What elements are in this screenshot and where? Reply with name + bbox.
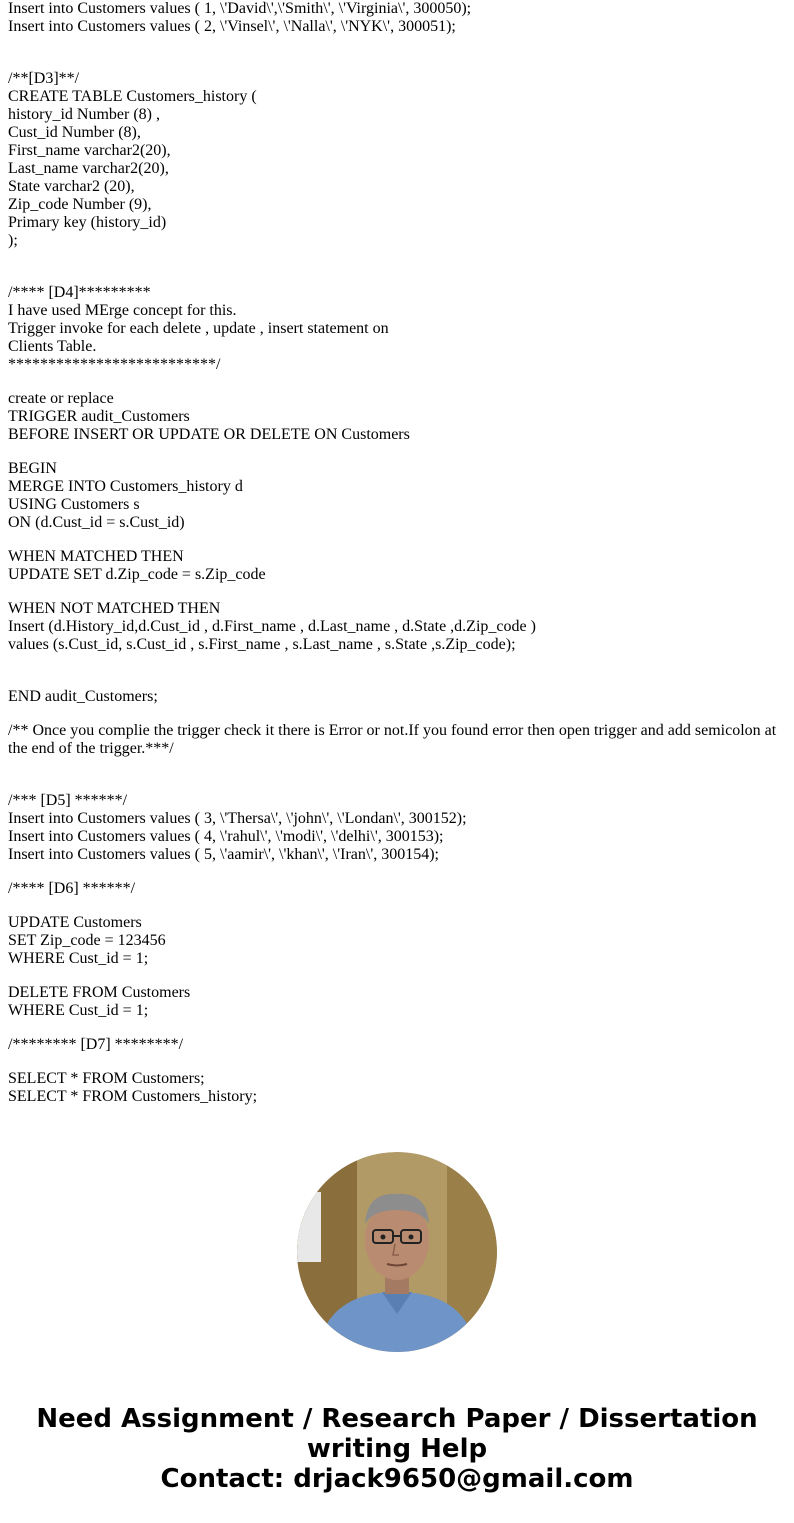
code-comment: /** Once you complie the trigger check it there is Error or not.If you found error then open trigger and add semicolon at the end of the trigger.***/ xyxy=(8,722,781,757)
d6-header xyxy=(8,880,786,898)
code-line: /*** [D5] ******/ xyxy=(8,792,128,809)
end-block xyxy=(8,688,786,706)
d3-block xyxy=(8,70,786,250)
code-line: /******** [D7] ********/ xyxy=(8,1036,184,1053)
code-line: /**[D3]**/ xyxy=(8,70,80,87)
code-line: Trigger invoke for each delete , update , insert statement on xyxy=(8,320,389,337)
compile-note xyxy=(8,722,786,758)
code-line: BEGIN xyxy=(8,460,57,477)
code-line: Insert into Customers values ( 1, \'David\',\'Smith\', \'Virginia\', 300050); xyxy=(8,0,472,17)
code-line: Cust_id Number (8), xyxy=(8,124,141,141)
d5-block xyxy=(8,792,786,864)
code-line: Primary key (history_id) xyxy=(8,214,167,231)
code-line: Insert into Customers values ( 4, \'rahul\', \'modi\', \'delhi\', 300153); xyxy=(8,828,444,845)
code-line: ); xyxy=(8,232,18,249)
code-line: **************************/ xyxy=(8,356,221,373)
code-line: Insert into Customers values ( 5, \'aamir\', \'khan\', \'Iran\', 300154); xyxy=(8,846,439,863)
code-line: BEFORE INSERT OR UPDATE OR DELETE ON Customers xyxy=(8,426,410,443)
code-line: UPDATE Customers xyxy=(8,914,142,931)
delete-block xyxy=(8,984,786,1020)
code-line: Insert into Customers values ( 2, \'Vinsel\', \'Nalla\', \'NYK\', 300051); xyxy=(8,18,456,35)
code-line: DELETE FROM Customers xyxy=(8,984,191,1001)
code-line: SET Zip_code = 123456 xyxy=(8,932,166,949)
code-line: history_id Number (8) , xyxy=(8,106,160,123)
code-line: WHERE Cust_id = 1; xyxy=(8,1002,149,1019)
code-line: WHEN MATCHED THEN xyxy=(8,548,184,565)
code-line: USING Customers s xyxy=(8,496,140,513)
footer-line-1: Need Assignment / Research Paper / Dissertation xyxy=(36,1404,758,1434)
trigger-header xyxy=(8,390,786,444)
not-matched-block xyxy=(8,600,786,654)
merge-block xyxy=(8,460,786,532)
code-line: I have used MErge concept for this. xyxy=(8,302,237,319)
code-line: WHEN NOT MATCHED THEN xyxy=(8,600,221,617)
update-block xyxy=(8,914,786,968)
code-line: CREATE TABLE Customers_history ( xyxy=(8,88,257,105)
code-line: UPDATE SET d.Zip_code = s.Zip_code xyxy=(8,566,266,583)
code-line: /**** [D4]********* xyxy=(8,284,151,301)
d4-comment xyxy=(8,284,786,374)
code-line: END audit_Customers; xyxy=(8,688,158,705)
code-line: Last_name varchar2(20), xyxy=(8,160,169,177)
code-line: SELECT * FROM Customers; xyxy=(8,1070,205,1087)
code-line: MERGE INTO Customers_history d xyxy=(8,478,243,495)
code-line: Insert (d.History_id,d.Cust_id , d.First_name , d.Last_name , d.State ,d.Zip_code ) xyxy=(8,618,536,635)
code-line: SELECT * FROM Customers_history; xyxy=(8,1088,258,1105)
code-line: Insert into Customers values ( 3, \'Thersa\', \'john\', \'Londan\', 300152); xyxy=(8,810,467,827)
code-line: Zip_code Number (9), xyxy=(8,196,152,213)
code-line: /**** [D6] ******/ xyxy=(8,880,136,897)
code-line: Clients Table. xyxy=(8,338,97,355)
footer-line-2: writing Help xyxy=(306,1434,488,1464)
insert-block-1 xyxy=(8,0,786,36)
code-line: WHERE Cust_id = 1; xyxy=(8,950,149,967)
person-photo-icon xyxy=(297,1152,497,1352)
code-line: TRIGGER audit_Customers xyxy=(8,408,190,425)
code-line: State varchar2 (20), xyxy=(8,178,135,195)
code-line: create or replace xyxy=(8,390,114,407)
author-avatar xyxy=(297,1152,497,1352)
code-line: values (s.Cust_id, s.Cust_id , s.First_name , s.Last_name , s.State ,s.Zip_code); xyxy=(8,636,516,653)
matched-block xyxy=(8,548,786,584)
code-line: First_name varchar2(20), xyxy=(8,142,171,159)
contact-footer xyxy=(0,1404,794,1494)
footer-contact: Contact: drjack9650@gmail.com xyxy=(160,1464,634,1494)
code-line: ON (d.Cust_id = s.Cust_id) xyxy=(8,514,185,531)
d7-header xyxy=(8,1036,786,1054)
select-block xyxy=(8,1070,786,1106)
